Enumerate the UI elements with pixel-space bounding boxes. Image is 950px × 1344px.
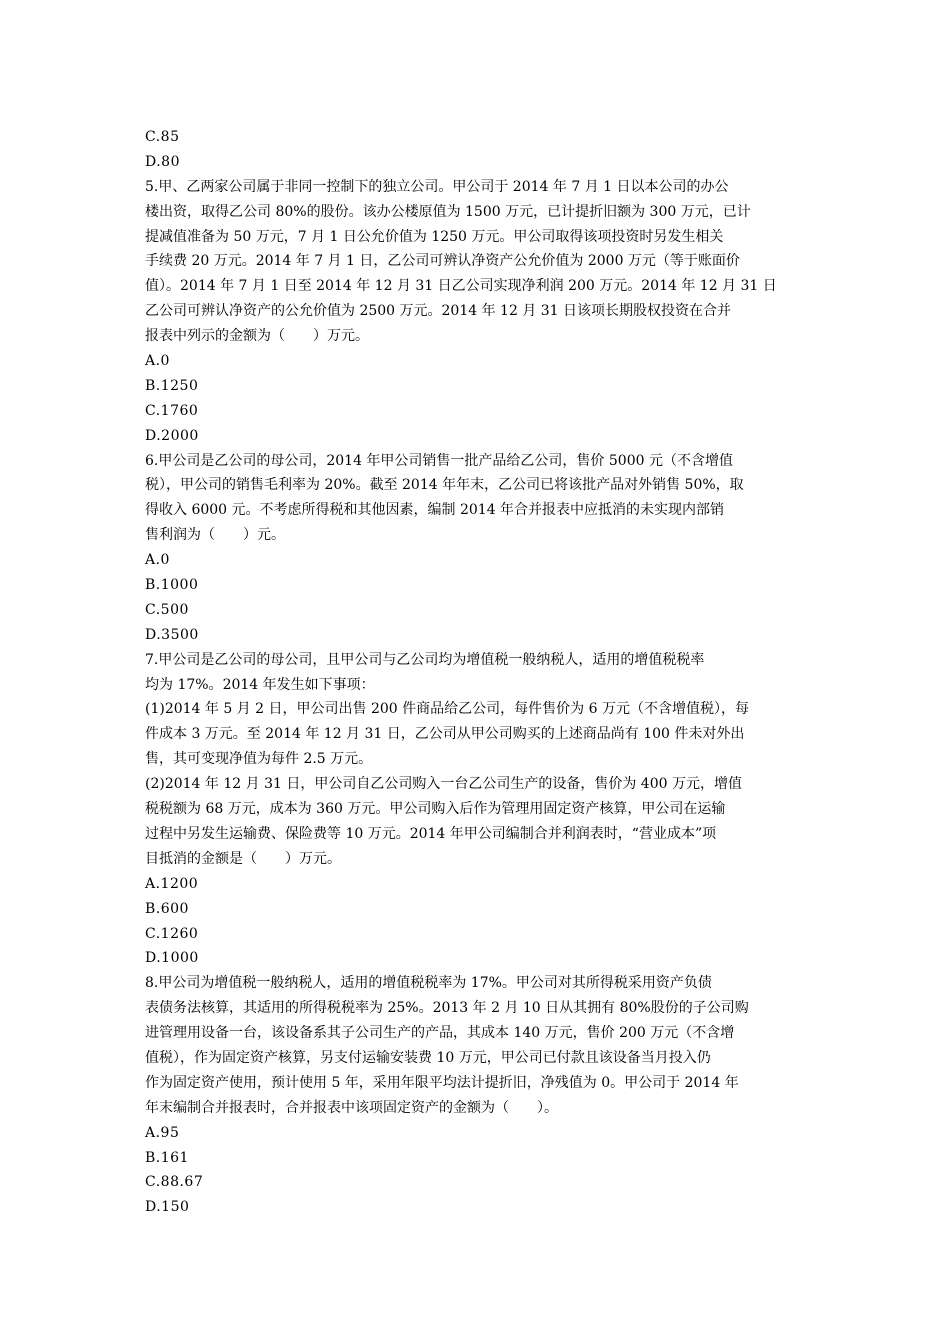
question-text-line: 7.甲公司是乙公司的母公司，且甲公司与乙公司均为增值税一般纳税人，适用的增值税税率 [145,651,705,668]
question-text-line: 售利润为（ ）元。 [145,527,285,544]
option-d: D.1000 [145,950,199,967]
option-c: C.500 [145,601,189,618]
question-text-line: 售，其可变现净值为每件 2.5 万元。 [145,751,373,768]
question-5 [145,175,815,449]
option-b: B.1250 [145,377,199,394]
question-text-line: 作为固定资产使用，预计使用 5 年，采用年限平均法计提折旧，净残值为 0。甲公司于 2014 年 [145,1074,739,1091]
option-c: C.85 [145,129,180,145]
option-b: B.161 [145,1149,189,1166]
option-b: B.1000 [145,577,199,594]
option-c: C.1260 [145,925,199,942]
question-text-line: 5.甲、乙两家公司属于非同一控制下的独立公司。甲公司于 2014 年 7 月 1 日以本公司的办公 [145,178,729,195]
question-text-line: 得收入 6000 元。不考虑所得税和其他因素，编制 2014 年合并报表中应抵消的未实现内部销 [145,502,725,519]
question-text-line: 6.甲公司是乙公司的母公司，2014 年甲公司销售一批产品给乙公司，售价 5000 元（不含增值 [145,452,733,469]
question-text-line: 表债务法核算，其适用的所得税税率为 25%。2013 年 2 月 10 日从其拥有 80%股份的子公司购 [145,1000,749,1017]
question-text-line: (1)2014 年 5 月 2 日，甲公司出售 200 件商品给乙公司，每件售价为 6 万元（不含增值税），每 [145,701,749,718]
question-text-line: 乙公司可辨认净资产的公允价值为 2500 万元。2014 年 12 月 31 日该项长期股权投资在合并 [145,303,732,320]
question-7 [145,648,815,972]
question-text-line: 年末编制合并报表时，合并报表中该项固定资产的金额为（ ）。 [145,1099,558,1116]
question-text-line: 手续费 20 万元。2014 年 7 月 1 日，乙公司可辨认净资产公允价值为 2000 万元（等于账面价 [145,253,740,270]
option-d: D.2000 [145,427,199,444]
question-text-line: 过程中另发生运输费、保险费等 10 万元。2014 年甲公司编制合并利润表时，“营业成本”项 [145,825,717,842]
question-text-line: 楼出资，取得乙公司 80%的股份。该办公楼原值为 1500 万元，已计提折旧额为 300 万元，已计 [145,203,751,220]
option-d: D.3500 [145,626,199,643]
question-text-line: 值税），作为固定资产核算，另支付运输安装费 10 万元，甲公司已付款且该设备当月投入仍 [145,1049,711,1066]
option-c: C.88.67 [145,1174,204,1191]
question-text-line: 报表中列示的金额为（ ）万元。 [145,328,369,345]
question-text-line: 均为 17%。2014 年发生如下事项： [145,676,375,693]
option-a: A.0 [145,353,170,370]
question-text-line: 税），甲公司的销售毛利率为 20%。截至 2014 年年末，乙公司已将该批产品对外销售 50%，取 [145,477,744,494]
option-a: A.95 [145,1124,180,1141]
question-text-line: 进管理用设备一台，该设备系其子公司生产的产品，其成本 140 万元，售价 200 万元（不含增 [145,1025,735,1042]
question-6 [145,449,815,648]
question-text-line: 提减值准备为 50 万元，7 月 1 日公允价值为 1250 万元。甲公司取得该项投资时另发生相关 [145,228,724,245]
option-c: C.1760 [145,402,199,419]
question-8 [145,971,815,1220]
question-4-tail [145,125,815,175]
option-d: D.150 [145,1199,190,1216]
option-a: A.0 [145,552,170,569]
question-text-line: 8.甲公司为增值税一般纳税人，适用的增值税税率为 17%。甲公司对其所得税采用资产负债 [145,975,712,992]
option-b: B.600 [145,900,189,917]
document-page [145,125,815,1220]
option-a: A.1200 [145,875,199,892]
question-text-line: 值）。2014 年 7 月 1 日至 2014 年 12 月 31 日乙公司实现净利润 200 万元。2014 年 12 月 31 日 [145,278,777,295]
option-d: D.80 [145,153,180,170]
question-text-line: 税税额为 68 万元，成本为 360 万元。甲公司购入后作为管理用固定资产核算，甲公司在运输 [145,801,726,818]
question-text-line: (2)2014 年 12 月 31 日，甲公司自乙公司购入一台乙公司生产的设备，售价为 400 万元，增值 [145,776,742,793]
question-text-line: 件成本 3 万元。至 2014 年 12 月 31 日，乙公司从甲公司购买的上述商品尚有 100 件未对外出 [145,726,745,743]
question-text-line: 目抵消的金额是（ ）万元。 [145,850,341,867]
